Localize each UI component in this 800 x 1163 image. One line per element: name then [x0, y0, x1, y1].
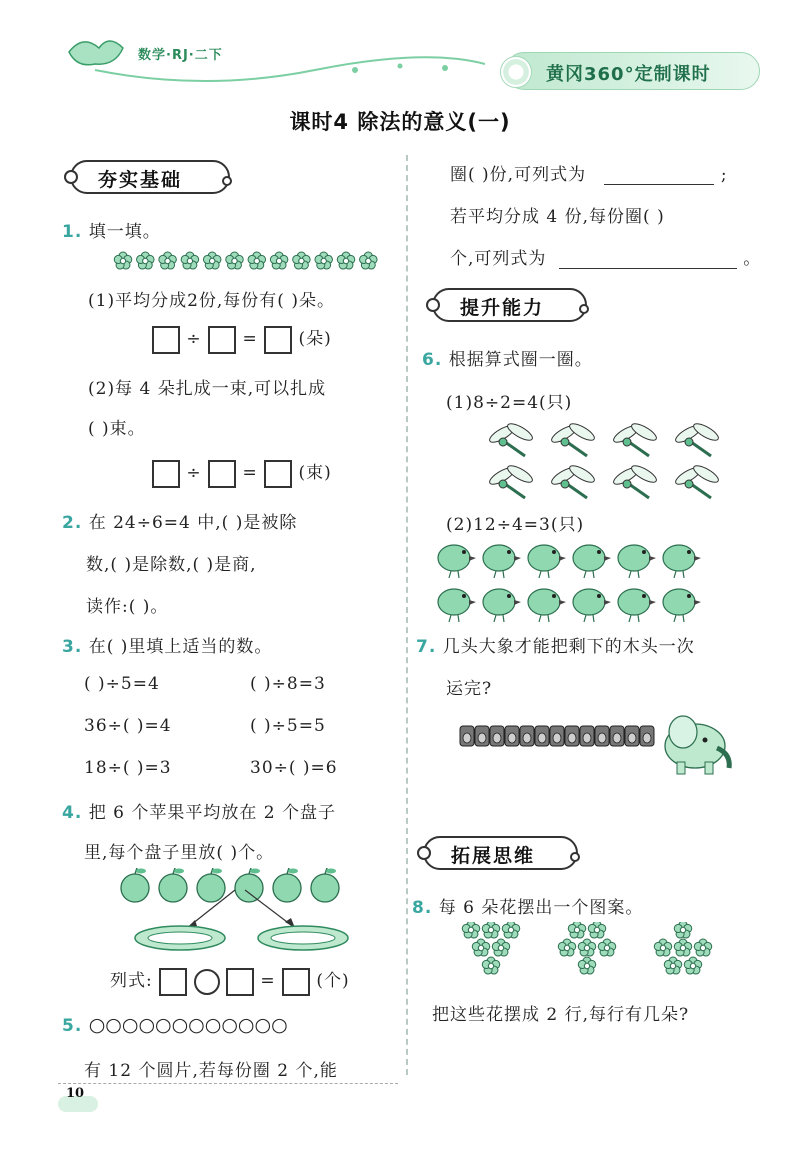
section-extend-label: 拓展思维: [451, 845, 536, 867]
q5-line2: [450, 160, 728, 185]
brand-ring-icon: [500, 56, 532, 88]
apples-plates-illustration: [115, 868, 355, 958]
q6-part1: (1)8÷2=4(只): [446, 393, 573, 413]
equals-sign: =: [242, 329, 258, 349]
operator-circle[interactable]: [194, 969, 220, 995]
q2-line2: 数,( )是除数,( )是商,: [86, 555, 257, 575]
log-icon: [550, 726, 564, 746]
flower-icon: [684, 957, 702, 974]
q6-text: 根据算式圈一圈。: [448, 350, 593, 370]
flower-icon: [472, 939, 490, 956]
elephant-icon: [665, 716, 729, 774]
flower-icon: [226, 252, 244, 269]
q7-text: 几头大象才能把剩下的木头一次: [442, 637, 695, 657]
q6-part2: (2)12÷4=3(只): [446, 515, 585, 535]
q2-line1: [62, 508, 297, 533]
q3-cell: ( )÷5=5: [250, 716, 326, 736]
divide-sign: ÷: [186, 329, 202, 349]
log-icon: [460, 726, 474, 746]
flower-icon: [598, 939, 616, 956]
section-improve-label: 提升能力: [460, 297, 545, 319]
flower-patterns-illustration: [455, 922, 735, 990]
flower-icon: [558, 939, 576, 956]
q7-number: 7.: [416, 637, 437, 657]
flower-icon: [674, 939, 692, 956]
log-icon: [490, 726, 504, 746]
unit-label: (束): [298, 463, 332, 483]
q1-formula1: [152, 324, 332, 354]
bird-icon: [618, 589, 656, 622]
q5-line4: [450, 244, 761, 269]
flower-icon: [482, 922, 500, 938]
q1-number: 1.: [62, 222, 83, 242]
flower-icon: [674, 922, 692, 938]
answer-line[interactable]: [604, 184, 714, 185]
bird-icon: [483, 589, 521, 622]
q5-circles-row: [62, 1014, 288, 1036]
q2-text: 在 24÷6=4 中,( )是被除: [88, 513, 298, 533]
answer-box[interactable]: [264, 460, 292, 488]
flower-icon: [654, 939, 672, 956]
q5-line3: 若平均分成 4 份,每份圈( ): [450, 207, 665, 227]
q4-line1: [62, 798, 336, 823]
section-basic-label: 夯实基础: [98, 169, 183, 191]
lesson-title: 课时4 除法的意义(一): [289, 110, 511, 134]
q3-cell: 18÷( )=3: [84, 758, 172, 778]
q3-number: 3.: [62, 637, 83, 657]
answer-box[interactable]: [159, 968, 187, 996]
log-icon: [610, 726, 624, 746]
ring-icon: [570, 852, 580, 862]
flower-icon: [360, 252, 378, 269]
dragonfly-icon: [549, 421, 596, 456]
apple-icon: [121, 868, 149, 902]
ring-icon: [64, 170, 78, 184]
bird-icon: [528, 545, 566, 578]
q1-part2-line1: (2)每 4 朵扎成一束,可以扎成: [88, 379, 327, 399]
bird-icon: [663, 545, 701, 578]
log-icon: [475, 726, 489, 746]
flower-icon: [492, 939, 510, 956]
dragonfly-icon: [487, 421, 534, 456]
bird-icon: [438, 545, 476, 578]
unit-label: (个): [316, 971, 350, 991]
footer-line: [58, 1083, 398, 1084]
apple-icon: [311, 868, 339, 902]
ring-icon: [222, 176, 232, 186]
q5-text: 个,可列式为: [450, 249, 547, 269]
dragonfly-icon: [611, 463, 658, 498]
q3-cell: ( )÷5=4: [84, 674, 160, 694]
bird-icon: [573, 589, 611, 622]
answer-box[interactable]: [152, 326, 180, 354]
q3-cell: ( )÷8=3: [250, 674, 326, 694]
apple-icon: [273, 868, 301, 902]
apple-icon: [235, 868, 263, 902]
answer-box[interactable]: [208, 326, 236, 354]
flower-icon: [694, 939, 712, 956]
dragonfly-icon: [611, 421, 658, 456]
flower-icon: [137, 252, 155, 269]
q8-text: 每 6 朵花摆出一个图案。: [438, 898, 644, 918]
log-icon: [580, 726, 594, 746]
log-icon: [640, 726, 654, 746]
q5-text: 圈( )份,可列式为: [450, 165, 587, 185]
flower-icon: [248, 252, 266, 269]
dragonfly-icon: [549, 463, 596, 498]
log-icon: [520, 726, 534, 746]
header-subject: 数学·RJ·二下: [138, 48, 223, 63]
answer-box[interactable]: [208, 460, 236, 488]
flower-icon: [337, 252, 355, 269]
q3-prompt: [62, 632, 272, 657]
flower-icon: [181, 252, 199, 269]
flower-icon: [578, 939, 596, 956]
answer-box[interactable]: [282, 968, 310, 996]
formula-label: 列式:: [110, 971, 153, 991]
q6-prompt: [422, 345, 593, 370]
bird-icon: [663, 589, 701, 622]
header-brand-text: 黄冈360°定制课时: [546, 64, 711, 85]
flower-icon: [159, 252, 177, 269]
section-basic-header: [70, 160, 230, 194]
elephant-logs-illustration: [455, 706, 745, 778]
q2-number: 2.: [62, 513, 83, 533]
log-icon: [535, 726, 549, 746]
q3-cell: 36÷( )=4: [84, 716, 172, 736]
answer-line[interactable]: [559, 268, 737, 269]
apple-icon: [159, 868, 187, 902]
header-decoration: [55, 30, 485, 90]
bird-icon: [438, 589, 476, 622]
flower-icon: [462, 922, 480, 938]
flower-icon: [293, 252, 311, 269]
q8-line1: [412, 893, 643, 918]
bird-icon: [483, 545, 521, 578]
q3-text: 在( )里填上适当的数。: [88, 637, 273, 657]
flower-icon: [588, 922, 606, 938]
q1-prompt: [62, 217, 161, 242]
q2-line3: 读作:( )。: [86, 597, 169, 617]
equals-sign: =: [242, 463, 258, 483]
bird-icon: [528, 589, 566, 622]
log-icon: [625, 726, 639, 746]
flowers-row-icon: [112, 250, 380, 272]
ring-icon: [426, 298, 440, 312]
flower-icon: [270, 252, 288, 269]
flower-icon: [664, 957, 682, 974]
divide-sign: ÷: [186, 463, 202, 483]
birds-illustration: [434, 540, 734, 622]
q5-punct: 。: [743, 249, 762, 269]
q7-line1: [416, 632, 695, 657]
ring-icon: [579, 304, 589, 314]
flower-icon: [203, 252, 221, 269]
dragonfly-icon: [487, 463, 534, 498]
q5-line1: 有 12 个圆片,若每份圈 2 个,能: [84, 1061, 338, 1081]
section-extend-header: [423, 836, 578, 870]
q4-formula: [110, 966, 350, 996]
flower-icon: [502, 922, 520, 938]
bird-icon: [573, 545, 611, 578]
flower-icon: [114, 252, 132, 269]
q5-number: 5.: [62, 1016, 83, 1036]
q1-prompt-text: 填一填。: [88, 222, 161, 242]
answer-box[interactable]: [264, 326, 292, 354]
q5-punct: ;: [720, 165, 728, 185]
flower-icon: [578, 957, 596, 974]
section-improve-header: [432, 288, 587, 322]
q4-line2: 里,每个盘子里放( )个。: [84, 843, 275, 863]
q1-formula2: [152, 458, 332, 488]
flower-icon: [482, 957, 500, 974]
q1-part2-line2: ( )束。: [88, 419, 146, 439]
q4-number: 4.: [62, 803, 83, 823]
q1-part1: (1)平均分成2份,每份有( )朵。: [88, 291, 335, 311]
q8-number: 8.: [412, 898, 433, 918]
ring-icon: [417, 846, 431, 860]
bird-icon: [618, 545, 656, 578]
circles-icon: ○○○○○○○○○○○○: [88, 1014, 288, 1036]
log-icon: [565, 726, 579, 746]
answer-box[interactable]: [226, 968, 254, 996]
dragonflies-illustration: [480, 418, 730, 506]
log-icon: [505, 726, 519, 746]
q4-text: 把 6 个苹果平均放在 2 个盘子: [88, 803, 336, 823]
q8-line2: 把这些花摆成 2 行,每行有几朵?: [432, 1005, 690, 1025]
q6-number: 6.: [422, 350, 443, 370]
flower-icon: [315, 252, 333, 269]
unit-label: (朵): [298, 329, 332, 349]
dragonfly-icon: [673, 463, 720, 498]
apple-icon: [197, 868, 225, 902]
q3-cell: 30÷( )=6: [250, 758, 338, 778]
flower-icon: [568, 922, 586, 938]
column-divider: [406, 155, 408, 1075]
answer-box[interactable]: [152, 460, 180, 488]
q7-line2: 运完?: [446, 679, 493, 699]
page-number: 10: [66, 1086, 85, 1101]
dragonfly-icon: [673, 421, 720, 456]
equals-sign: =: [260, 971, 276, 991]
log-icon: [595, 726, 609, 746]
header-brand-badge: [505, 52, 760, 90]
